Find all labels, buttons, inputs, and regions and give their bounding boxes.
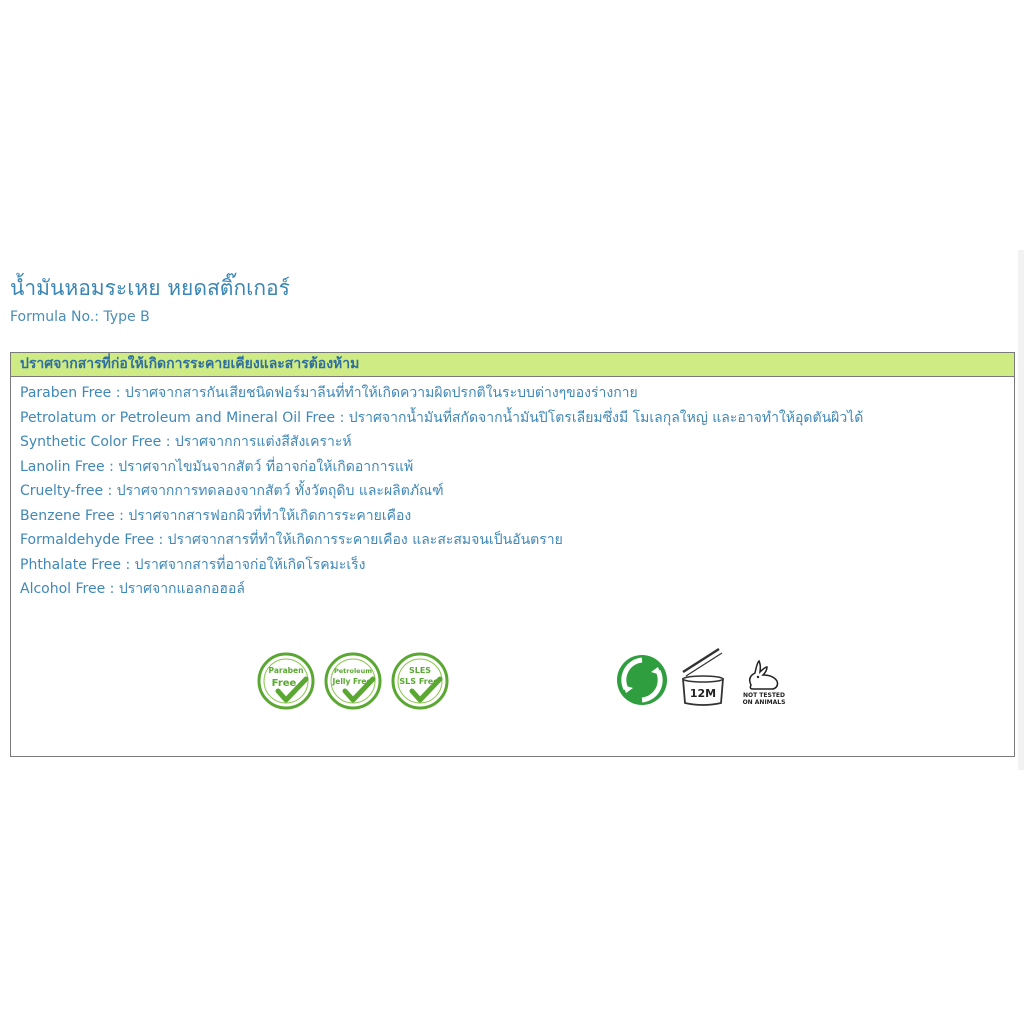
- product-title: น้ำมันหอมระเหย หยดสติ๊กเกอร์: [10, 276, 290, 300]
- free-badges: [256, 651, 450, 711]
- list-item: Synthetic Color Free : ปราศจากการแต่งสีสังเคราะห์: [20, 434, 352, 450]
- period-after-opening-jar-icon: [679, 645, 727, 707]
- list-item: Formaldehyde Free : ปราศจากสารที่ทำให้เกิดการระคายเคือง และสะสมจนเป็นอันตราย: [20, 532, 563, 548]
- badge-line-1: Paraben: [268, 666, 304, 675]
- list-item: Lanolin Free : ปราศจากไขมันจากสัตว์ ที่อาจก่อให้เกิดอาการแพ้: [20, 458, 414, 475]
- animal-line-1: NOT TESTED: [743, 692, 785, 699]
- recycle-green-dot-icon: [615, 649, 669, 707]
- list-item: Benzene Free : ปราศจากสารฟอกผิวที่ทำให้เกิดการระคายเคือง: [20, 507, 412, 524]
- badge-line-2: SLS Free: [399, 677, 439, 686]
- badge-line-2: Jelly Free: [332, 677, 372, 686]
- paraben-free-badge-icon: [256, 651, 316, 711]
- badge-line-1: Petroleum: [334, 667, 372, 675]
- list-item: Cruelty-free : ปราศจากการทดลองจากสัตว์ ทั้งวัตถุดิบ และผลิตภัณฑ์: [20, 483, 444, 499]
- free-from-list: [11, 377, 1014, 602]
- list-item: Paraben Free : ปราศจากสารกันเสียชนิดฟอร์มาลีนที่ทำให้เกิดความผิดปรกติในระบบต่างๆของร่างกาย: [20, 385, 638, 401]
- formula-number: Formula No.: Type B: [10, 309, 150, 325]
- badge-line-2: Free: [271, 678, 297, 689]
- ingredient-free-panel: [10, 352, 1015, 757]
- pao-label: 12M: [689, 687, 717, 700]
- animal-line-2: ON ANIMALS: [742, 699, 786, 706]
- list-item: Petrolatum or Petroleum and Mineral Oil Free : ปราศจากน้ำมันที่สกัดจากน้ำมันปิโตรเลียมซึ่งมี โมเลกุลใหญ่ และอาจทำให้อุดตันผิวได้: [20, 409, 864, 426]
- not-tested-on-animals-icon: [737, 655, 791, 707]
- sles-sls-free-badge-icon: [390, 651, 450, 711]
- badge-line-1: SLES: [408, 666, 432, 675]
- panel-header: ปราศจากสารที่ก่อให้เกิดการระคายเคียงและสารต้องห้าม: [11, 353, 1014, 377]
- list-item: Phthalate Free : ปราศจากสารที่อาจก่อให้เกิดโรคมะเร็ง: [20, 556, 366, 573]
- page-edge-shade: [1018, 250, 1024, 770]
- certification-symbols: [615, 645, 791, 707]
- list-item: Alcohol Free : ปราศจากแอลกอฮอล์: [20, 581, 245, 597]
- petroleum-jelly-free-badge-icon: [323, 651, 383, 711]
